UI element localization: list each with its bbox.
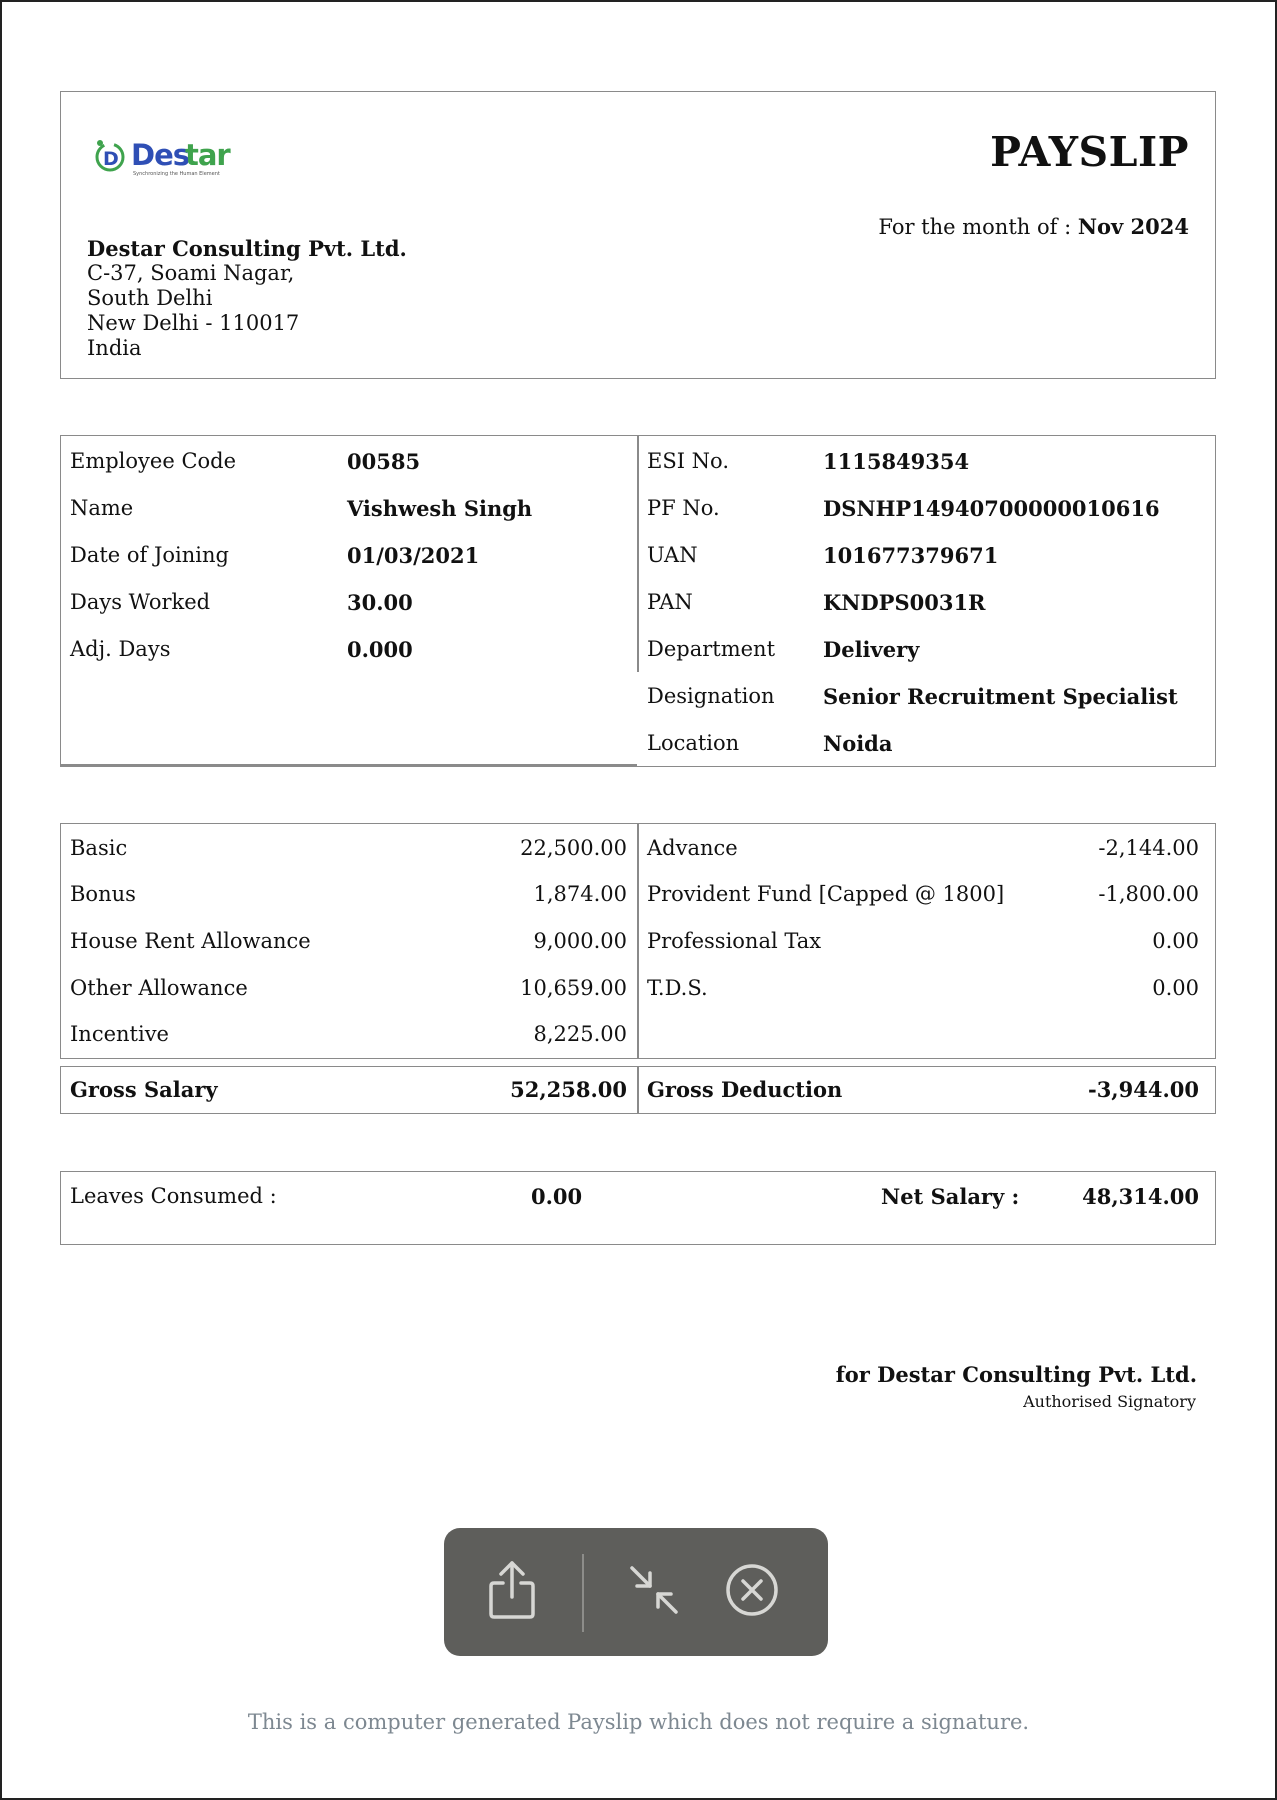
gross-deduction-amount: -3,944.00 [1087, 1077, 1199, 1102]
detail-value: 1115849354 [823, 449, 970, 474]
earn-divider [637, 824, 639, 1058]
detail-label: Employee Code [70, 449, 237, 473]
svg-text:tar: tar [185, 138, 230, 172]
company-name: Destar Consulting Pvt. Ltd. [87, 236, 407, 261]
detail-label: Days Worked [70, 590, 211, 614]
document-viewer-toolbar [444, 1528, 828, 1656]
earning-amount: 22,500.00 [520, 836, 627, 860]
payslip-header [60, 91, 1216, 379]
detail-value: 101677379671 [823, 543, 999, 568]
earning-label: Bonus [70, 882, 136, 906]
earning-amount: 10,659.00 [520, 976, 627, 1000]
detail-label: Department [647, 637, 776, 661]
deduction-amount: 0.00 [1152, 929, 1199, 953]
close-button[interactable] [716, 1556, 788, 1628]
earning-amount: 9,000.00 [533, 929, 627, 953]
earnings-deductions-table [60, 823, 1216, 1059]
details-divider [637, 436, 639, 672]
address-line: India [87, 336, 142, 360]
detail-label: ESI No. [647, 449, 730, 473]
address-line: South Delhi [87, 286, 213, 310]
month-line [878, 214, 1189, 239]
svg-text:Des: Des [131, 138, 190, 172]
detail-value: Delivery [823, 637, 920, 662]
toolbar-separator [582, 1554, 584, 1632]
company-address-block [87, 236, 407, 361]
signatory-company: for Destar Consulting Pvt. Ltd. [835, 1362, 1197, 1387]
detail-value: Vishwesh Singh [347, 496, 533, 521]
deduction-label: Professional Tax [647, 929, 822, 953]
svg-text:D: D [103, 148, 119, 170]
earning-amount: 8,225.00 [533, 1022, 627, 1046]
employee-details [60, 435, 1216, 767]
month-label: For the month of : [878, 215, 1072, 239]
net-salary-value: 48,314.00 [1082, 1184, 1199, 1209]
leaves-value: 0.00 [531, 1184, 583, 1209]
share-button[interactable] [476, 1556, 548, 1628]
gross-totals-row [60, 1066, 1216, 1114]
earning-label: Incentive [70, 1022, 169, 1046]
detail-label: Designation [647, 684, 775, 708]
earning-amount: 1,874.00 [533, 882, 627, 906]
gross-salary-label: Gross Salary [70, 1077, 218, 1102]
share-icon [486, 1559, 538, 1625]
deduction-amount: 0.00 [1152, 976, 1199, 1000]
svg-text:Synchronizing the Human Elemen: Synchronizing the Human Element [133, 171, 220, 177]
earning-label: Basic [70, 836, 128, 860]
detail-value: 0.000 [347, 637, 413, 662]
detail-label: PAN [647, 590, 693, 614]
leaves-label: Leaves Consumed : [70, 1184, 277, 1208]
company-logo [91, 137, 251, 181]
detail-value: 00585 [347, 449, 421, 474]
detail-value: 30.00 [347, 590, 413, 615]
details-divider-lower [637, 672, 639, 766]
gross-salary-amount: 52,258.00 [510, 1077, 627, 1102]
close-icon [724, 1562, 780, 1622]
deduction-label: Advance [647, 836, 738, 860]
detail-label: PF No. [647, 496, 720, 520]
deduction-label: T.D.S. [647, 976, 708, 1000]
footer-note: This is a computer generated Payslip which does not require a signature. [247, 1710, 1030, 1734]
earning-label: Other Allowance [70, 976, 248, 1000]
collapse-icon [626, 1562, 682, 1622]
net-salary-label: Net Salary : [881, 1184, 1020, 1209]
detail-label: UAN [647, 543, 698, 567]
details-bottom-rule [61, 764, 637, 766]
detail-value: Senior Recruitment Specialist [823, 684, 1178, 709]
detail-value: 01/03/2021 [347, 543, 480, 568]
collapse-button[interactable] [618, 1556, 690, 1628]
deduction-amount: -1,800.00 [1098, 882, 1199, 906]
detail-label: Date of Joining [70, 543, 229, 567]
detail-label: Name [70, 496, 134, 520]
deduction-label: Provident Fund [Capped @ 1800] [647, 882, 1005, 906]
earning-label: House Rent Allowance [70, 929, 311, 953]
gross-divider [637, 1067, 639, 1113]
detail-value: KNDPS0031R [823, 590, 986, 615]
address-line: C-37, Soami Nagar, [87, 261, 295, 285]
detail-value: DSNHP14940700000010616 [823, 496, 1160, 521]
address-line: New Delhi - 110017 [87, 311, 300, 335]
detail-label: Location [647, 731, 740, 755]
deduction-amount: -2,144.00 [1098, 836, 1199, 860]
detail-value: Noida [823, 731, 893, 756]
detail-label: Adj. Days [70, 637, 171, 661]
gross-deduction-label: Gross Deduction [647, 1077, 843, 1102]
payslip-title: PAYSLIP [990, 128, 1189, 176]
month-value: Nov 2024 [1077, 214, 1189, 239]
signatory-role: Authorised Signatory [1023, 1392, 1196, 1411]
net-salary-box [60, 1171, 1216, 1245]
